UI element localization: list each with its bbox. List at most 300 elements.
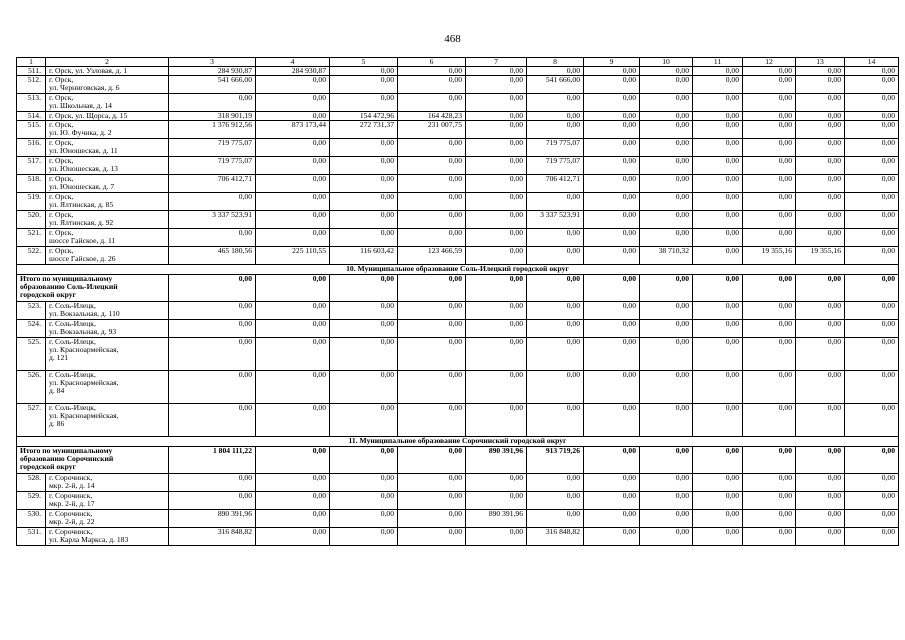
value-cell: 0,00	[743, 76, 796, 94]
value-cell: 0,00	[743, 510, 796, 528]
value-cell: 0,00	[693, 229, 743, 247]
value-cell: 0,00	[527, 492, 584, 510]
address-cell: г. Орск, ул. Ю. Фучика, д. 2	[46, 121, 169, 139]
value-cell: 0,00	[743, 211, 796, 229]
value-cell: 0,00	[169, 320, 256, 338]
value-cell: 0,00	[743, 193, 796, 211]
address-cell: г. Сорочинск, ул. Карла Маркса, д. 183	[46, 528, 169, 546]
value-cell: 0,00	[256, 404, 330, 437]
row-index: 525.	[17, 338, 46, 371]
value-cell: 0,00	[743, 371, 796, 404]
value-cell: 0,00	[256, 338, 330, 371]
value-cell: 19 355,16	[743, 247, 796, 265]
value-cell: 0,00	[584, 76, 640, 94]
value-cell: 0,00	[743, 67, 796, 76]
value-cell: 0,00	[398, 94, 466, 112]
table-row	[17, 121, 899, 139]
value-cell: 0,00	[845, 447, 899, 474]
value-cell: 0,00	[527, 320, 584, 338]
value-cell: 0,00	[330, 67, 398, 76]
table-row	[17, 320, 899, 338]
value-cell: 0,00	[796, 67, 845, 76]
value-cell: 0,00	[584, 211, 640, 229]
value-cell: 0,00	[796, 211, 845, 229]
column-number: 14	[845, 58, 899, 67]
value-cell: 0,00	[398, 302, 466, 320]
value-cell: 164 428,23	[398, 112, 466, 121]
address-cell: г. Орск, ул. Узловая, д. 1	[46, 67, 169, 76]
value-cell: 0,00	[256, 528, 330, 546]
row-index: 528.	[17, 474, 46, 492]
value-cell: 0,00	[466, 371, 527, 404]
value-cell: 0,00	[466, 121, 527, 139]
value-cell: 0,00	[845, 112, 899, 121]
value-cell: 0,00	[693, 474, 743, 492]
value-cell: 0,00	[256, 229, 330, 247]
value-cell: 0,00	[584, 157, 640, 175]
total-row	[17, 275, 899, 302]
value-cell: 0,00	[845, 121, 899, 139]
address-cell: г. Соль-Илецк, ул. Красноармейская, д. 121	[46, 338, 169, 371]
value-cell: 719 775,07	[169, 157, 256, 175]
value-cell: 0,00	[330, 320, 398, 338]
value-cell: 0,00	[169, 193, 256, 211]
value-cell: 0,00	[466, 302, 527, 320]
value-cell: 0,00	[640, 67, 693, 76]
value-cell: 0,00	[584, 492, 640, 510]
value-cell: 0,00	[743, 474, 796, 492]
value-cell: 0,00	[743, 302, 796, 320]
address-cell: г. Орск, ул. Юношеская, д. 7	[46, 175, 169, 193]
column-number: 7	[466, 58, 527, 67]
value-cell: 0,00	[640, 139, 693, 157]
value-cell: 0,00	[693, 528, 743, 546]
value-cell: 0,00	[845, 492, 899, 510]
value-cell: 0,00	[640, 76, 693, 94]
value-cell: 0,00	[527, 338, 584, 371]
value-cell: 38 710,32	[640, 247, 693, 265]
value-cell: 0,00	[796, 275, 845, 302]
value-cell: 0,00	[466, 193, 527, 211]
table-row	[17, 229, 899, 247]
address-cell: г. Сорочинск, мкр. 2-й, д. 22	[46, 510, 169, 528]
value-cell: 0,00	[845, 320, 899, 338]
value-cell: 0,00	[466, 320, 527, 338]
value-cell: 0,00	[743, 275, 796, 302]
value-cell: 0,00	[330, 275, 398, 302]
value-cell: 0,00	[845, 211, 899, 229]
value-cell: 0,00	[256, 320, 330, 338]
value-cell: 0,00	[640, 447, 693, 474]
value-cell: 0,00	[398, 175, 466, 193]
value-cell: 0,00	[169, 229, 256, 247]
value-cell: 890 391,96	[466, 447, 527, 474]
table-row	[17, 193, 899, 211]
value-cell: 0,00	[330, 528, 398, 546]
value-cell: 0,00	[584, 229, 640, 247]
value-cell: 0,00	[256, 447, 330, 474]
value-cell: 0,00	[398, 193, 466, 211]
value-cell: 0,00	[845, 510, 899, 528]
table-row	[17, 474, 899, 492]
value-cell: 0,00	[796, 447, 845, 474]
value-cell: 0,00	[466, 211, 527, 229]
value-cell: 0,00	[466, 247, 527, 265]
row-index: 526.	[17, 371, 46, 404]
value-cell: 0,00	[845, 302, 899, 320]
column-number: 8	[527, 58, 584, 67]
value-cell: 0,00	[169, 94, 256, 112]
value-cell: 0,00	[330, 193, 398, 211]
value-cell: 225 110,55	[256, 247, 330, 265]
value-cell: 0,00	[256, 175, 330, 193]
value-cell: 0,00	[256, 510, 330, 528]
value-cell: 0,00	[330, 175, 398, 193]
value-cell: 0,00	[466, 112, 527, 121]
value-cell: 0,00	[796, 139, 845, 157]
value-cell: 0,00	[466, 175, 527, 193]
value-cell: 0,00	[640, 211, 693, 229]
value-cell: 272 731,37	[330, 121, 398, 139]
table-row	[17, 139, 899, 157]
value-cell: 0,00	[693, 67, 743, 76]
value-cell: 719 775,07	[169, 139, 256, 157]
value-cell: 0,00	[693, 492, 743, 510]
value-cell: 0,00	[584, 404, 640, 437]
value-cell: 0,00	[640, 193, 693, 211]
value-cell: 0,00	[584, 302, 640, 320]
value-cell: 0,00	[169, 338, 256, 371]
row-index: 520.	[17, 211, 46, 229]
row-index: 527.	[17, 404, 46, 437]
row-index: 517.	[17, 157, 46, 175]
value-cell: 0,00	[743, 447, 796, 474]
value-cell: 0,00	[398, 275, 466, 302]
value-cell: 0,00	[584, 474, 640, 492]
value-cell: 0,00	[330, 510, 398, 528]
value-cell: 0,00	[845, 404, 899, 437]
value-cell: 0,00	[584, 94, 640, 112]
value-cell: 0,00	[527, 275, 584, 302]
table-row	[17, 175, 899, 193]
table-row	[17, 492, 899, 510]
value-cell: 0,00	[527, 247, 584, 265]
value-cell: 0,00	[527, 371, 584, 404]
value-cell: 0,00	[256, 371, 330, 404]
value-cell: 0,00	[743, 175, 796, 193]
section-header-row	[17, 437, 899, 447]
value-cell: 0,00	[584, 193, 640, 211]
value-cell: 0,00	[256, 112, 330, 121]
value-cell: 890 391,96	[169, 510, 256, 528]
value-cell: 0,00	[256, 193, 330, 211]
row-index: 518.	[17, 175, 46, 193]
value-cell: 0,00	[845, 247, 899, 265]
value-cell: 0,00	[256, 157, 330, 175]
value-cell: 123 466,59	[398, 247, 466, 265]
column-number-row	[17, 58, 899, 67]
value-cell: 0,00	[466, 157, 527, 175]
value-cell: 0,00	[640, 528, 693, 546]
section-header-row	[17, 265, 899, 275]
value-cell: 0,00	[743, 320, 796, 338]
value-cell: 0,00	[169, 371, 256, 404]
value-cell: 0,00	[256, 474, 330, 492]
value-cell: 0,00	[527, 121, 584, 139]
value-cell: 0,00	[796, 94, 845, 112]
value-cell: 0,00	[743, 112, 796, 121]
value-cell: 0,00	[640, 302, 693, 320]
value-cell: 0,00	[640, 112, 693, 121]
value-cell: 0,00	[693, 112, 743, 121]
address-cell: г. Орск, ул. Ялтинская, д. 85	[46, 193, 169, 211]
row-index: 516.	[17, 139, 46, 157]
value-cell: 719 775,07	[527, 139, 584, 157]
value-cell: 19 355,16	[796, 247, 845, 265]
value-cell: 0,00	[398, 492, 466, 510]
value-cell: 0,00	[584, 139, 640, 157]
value-cell: 0,00	[640, 492, 693, 510]
value-cell: 0,00	[845, 76, 899, 94]
table-row	[17, 510, 899, 528]
column-number: 5	[330, 58, 398, 67]
row-index: 515.	[17, 121, 46, 139]
value-cell: 0,00	[845, 528, 899, 546]
address-cell: г. Соль-Илецк, ул. Красноармейская, д. 86	[46, 404, 169, 437]
total-row	[17, 447, 899, 474]
value-cell: 0,00	[693, 275, 743, 302]
address-cell: г. Орск, ул. Юношеская, д. 13	[46, 157, 169, 175]
value-cell: 0,00	[398, 404, 466, 437]
value-cell: 0,00	[693, 76, 743, 94]
address-cell: г. Сорочинск, мкр. 2-й, д. 14	[46, 474, 169, 492]
value-cell: 0,00	[256, 492, 330, 510]
value-cell: 0,00	[330, 302, 398, 320]
table-row	[17, 94, 899, 112]
section-title: 10. Муниципальное образование Соль-Илецкий городской округ	[17, 265, 899, 275]
value-cell: 0,00	[845, 371, 899, 404]
value-cell: 0,00	[640, 320, 693, 338]
value-cell: 0,00	[640, 510, 693, 528]
table-row	[17, 404, 899, 437]
value-cell: 0,00	[398, 229, 466, 247]
value-cell: 0,00	[330, 404, 398, 437]
row-index: 519.	[17, 193, 46, 211]
value-cell: 0,00	[693, 302, 743, 320]
value-cell: 0,00	[796, 528, 845, 546]
value-cell: 0,00	[584, 510, 640, 528]
value-cell: 0,00	[256, 94, 330, 112]
value-cell: 0,00	[466, 492, 527, 510]
value-cell: 0,00	[466, 229, 527, 247]
value-cell: 0,00	[796, 76, 845, 94]
value-cell: 0,00	[466, 139, 527, 157]
value-cell: 0,00	[640, 275, 693, 302]
value-cell: 0,00	[330, 157, 398, 175]
table-row	[17, 338, 899, 371]
value-cell: 0,00	[693, 121, 743, 139]
column-number: 13	[796, 58, 845, 67]
value-cell: 0,00	[693, 447, 743, 474]
value-cell: 0,00	[796, 229, 845, 247]
value-cell: 719 775,07	[527, 157, 584, 175]
value-cell: 0,00	[693, 247, 743, 265]
value-cell: 0,00	[466, 275, 527, 302]
table-row	[17, 211, 899, 229]
value-cell: 0,00	[398, 474, 466, 492]
value-cell: 541 666,00	[169, 76, 256, 94]
value-cell: 0,00	[743, 229, 796, 247]
value-cell: 0,00	[584, 67, 640, 76]
row-index: 521.	[17, 229, 46, 247]
value-cell: 0,00	[330, 371, 398, 404]
value-cell: 0,00	[796, 175, 845, 193]
value-cell: 0,00	[796, 510, 845, 528]
value-cell: 0,00	[640, 338, 693, 371]
value-cell: 0,00	[466, 528, 527, 546]
address-cell: г. Орск, шоссе Гайское, д. 26	[46, 247, 169, 265]
row-index: 514.	[17, 112, 46, 121]
value-cell: 0,00	[330, 474, 398, 492]
table-row	[17, 76, 899, 94]
value-cell: 316 848,82	[527, 528, 584, 546]
value-cell: 0,00	[693, 510, 743, 528]
column-number: 11	[693, 58, 743, 67]
value-cell: 0,00	[527, 474, 584, 492]
table-row	[17, 157, 899, 175]
table-row	[17, 528, 899, 546]
value-cell: 0,00	[466, 76, 527, 94]
value-cell: 0,00	[330, 447, 398, 474]
value-cell: 0,00	[466, 67, 527, 76]
value-cell: 0,00	[845, 94, 899, 112]
address-cell: г. Соль-Илецк, ул. Красноармейская, д. 84	[46, 371, 169, 404]
value-cell: 0,00	[845, 67, 899, 76]
value-cell: 0,00	[169, 492, 256, 510]
value-cell: 0,00	[693, 371, 743, 404]
value-cell: 0,00	[743, 121, 796, 139]
value-cell: 0,00	[640, 175, 693, 193]
address-cell: г. Орск, ул. Юношеская, д. 11	[46, 139, 169, 157]
value-cell: 0,00	[845, 275, 899, 302]
value-cell: 0,00	[398, 371, 466, 404]
value-cell: 0,00	[584, 112, 640, 121]
value-cell: 0,00	[845, 139, 899, 157]
value-cell: 0,00	[693, 139, 743, 157]
value-cell: 0,00	[527, 229, 584, 247]
value-cell: 0,00	[796, 193, 845, 211]
value-cell: 465 180,56	[169, 247, 256, 265]
value-cell: 0,00	[169, 404, 256, 437]
value-cell: 0,00	[398, 528, 466, 546]
value-cell: 0,00	[693, 157, 743, 175]
value-cell: 0,00	[693, 94, 743, 112]
value-cell: 0,00	[640, 404, 693, 437]
value-cell: 284 930,87	[169, 67, 256, 76]
column-number: 3	[169, 58, 256, 67]
value-cell: 0,00	[845, 193, 899, 211]
address-cell: г. Соль-Илецк, ул. Вокзальная, д. 110	[46, 302, 169, 320]
value-cell: 0,00	[693, 175, 743, 193]
value-cell: 318 901,19	[169, 112, 256, 121]
value-cell: 0,00	[845, 157, 899, 175]
value-cell: 0,00	[398, 76, 466, 94]
value-cell: 0,00	[256, 275, 330, 302]
value-cell: 3 337 523,91	[527, 211, 584, 229]
value-cell: 0,00	[330, 211, 398, 229]
column-number: 4	[256, 58, 330, 67]
value-cell: 0,00	[845, 338, 899, 371]
column-number: 2	[46, 58, 169, 67]
value-cell: 0,00	[256, 211, 330, 229]
row-index: 524.	[17, 320, 46, 338]
row-index: 529.	[17, 492, 46, 510]
value-cell: 706 412,71	[169, 175, 256, 193]
value-cell: 0,00	[584, 338, 640, 371]
row-index: 513.	[17, 94, 46, 112]
value-cell: 316 848,82	[169, 528, 256, 546]
value-cell: 541 666,00	[527, 76, 584, 94]
address-cell: г. Орск, ул. Черниговская, д. 6	[46, 76, 169, 94]
value-cell: 0,00	[584, 275, 640, 302]
value-cell: 0,00	[398, 338, 466, 371]
address-cell: г. Орск, ул. Школьная, д. 14	[46, 94, 169, 112]
value-cell: 0,00	[584, 121, 640, 139]
value-cell: 0,00	[330, 139, 398, 157]
row-index: 522.	[17, 247, 46, 265]
total-label: Итого по муниципальному образованию Сорочинский городской округ	[17, 447, 169, 474]
value-cell: 873 173,44	[256, 121, 330, 139]
value-cell: 890 391,96	[466, 510, 527, 528]
table-row	[17, 247, 899, 265]
value-cell: 913 719,26	[527, 447, 584, 474]
value-cell: 0,00	[330, 492, 398, 510]
value-cell: 0,00	[743, 528, 796, 546]
value-cell: 0,00	[796, 121, 845, 139]
value-cell: 0,00	[330, 94, 398, 112]
value-cell: 0,00	[527, 302, 584, 320]
value-cell: 0,00	[743, 338, 796, 371]
value-cell: 0,00	[796, 112, 845, 121]
value-cell: 0,00	[796, 404, 845, 437]
row-index: 530.	[17, 510, 46, 528]
value-cell: 0,00	[584, 371, 640, 404]
column-number: 6	[398, 58, 466, 67]
value-cell: 0,00	[640, 94, 693, 112]
value-cell: 0,00	[169, 275, 256, 302]
value-cell: 0,00	[693, 338, 743, 371]
total-label: Итого по муниципальному образованию Соль-Илецкий городской округ	[17, 275, 169, 302]
value-cell: 0,00	[466, 338, 527, 371]
value-cell: 154 472,96	[330, 112, 398, 121]
value-cell: 0,00	[527, 193, 584, 211]
value-cell: 0,00	[330, 338, 398, 371]
page-number: 468	[444, 33, 461, 45]
address-cell: г. Соль-Илецк, ул. Вокзальная, д. 93	[46, 320, 169, 338]
table-row	[17, 302, 899, 320]
value-cell: 1 376 912,56	[169, 121, 256, 139]
value-cell: 0,00	[256, 139, 330, 157]
value-cell: 0,00	[743, 94, 796, 112]
value-cell: 0,00	[640, 157, 693, 175]
value-cell: 0,00	[256, 302, 330, 320]
value-cell: 0,00	[584, 528, 640, 546]
section-title: 11. Муниципальное образование Сорочинский городской округ	[17, 437, 899, 447]
value-cell: 231 007,75	[398, 121, 466, 139]
value-cell: 0,00	[398, 67, 466, 76]
table-body	[17, 58, 899, 546]
value-cell: 284 930,87	[256, 67, 330, 76]
